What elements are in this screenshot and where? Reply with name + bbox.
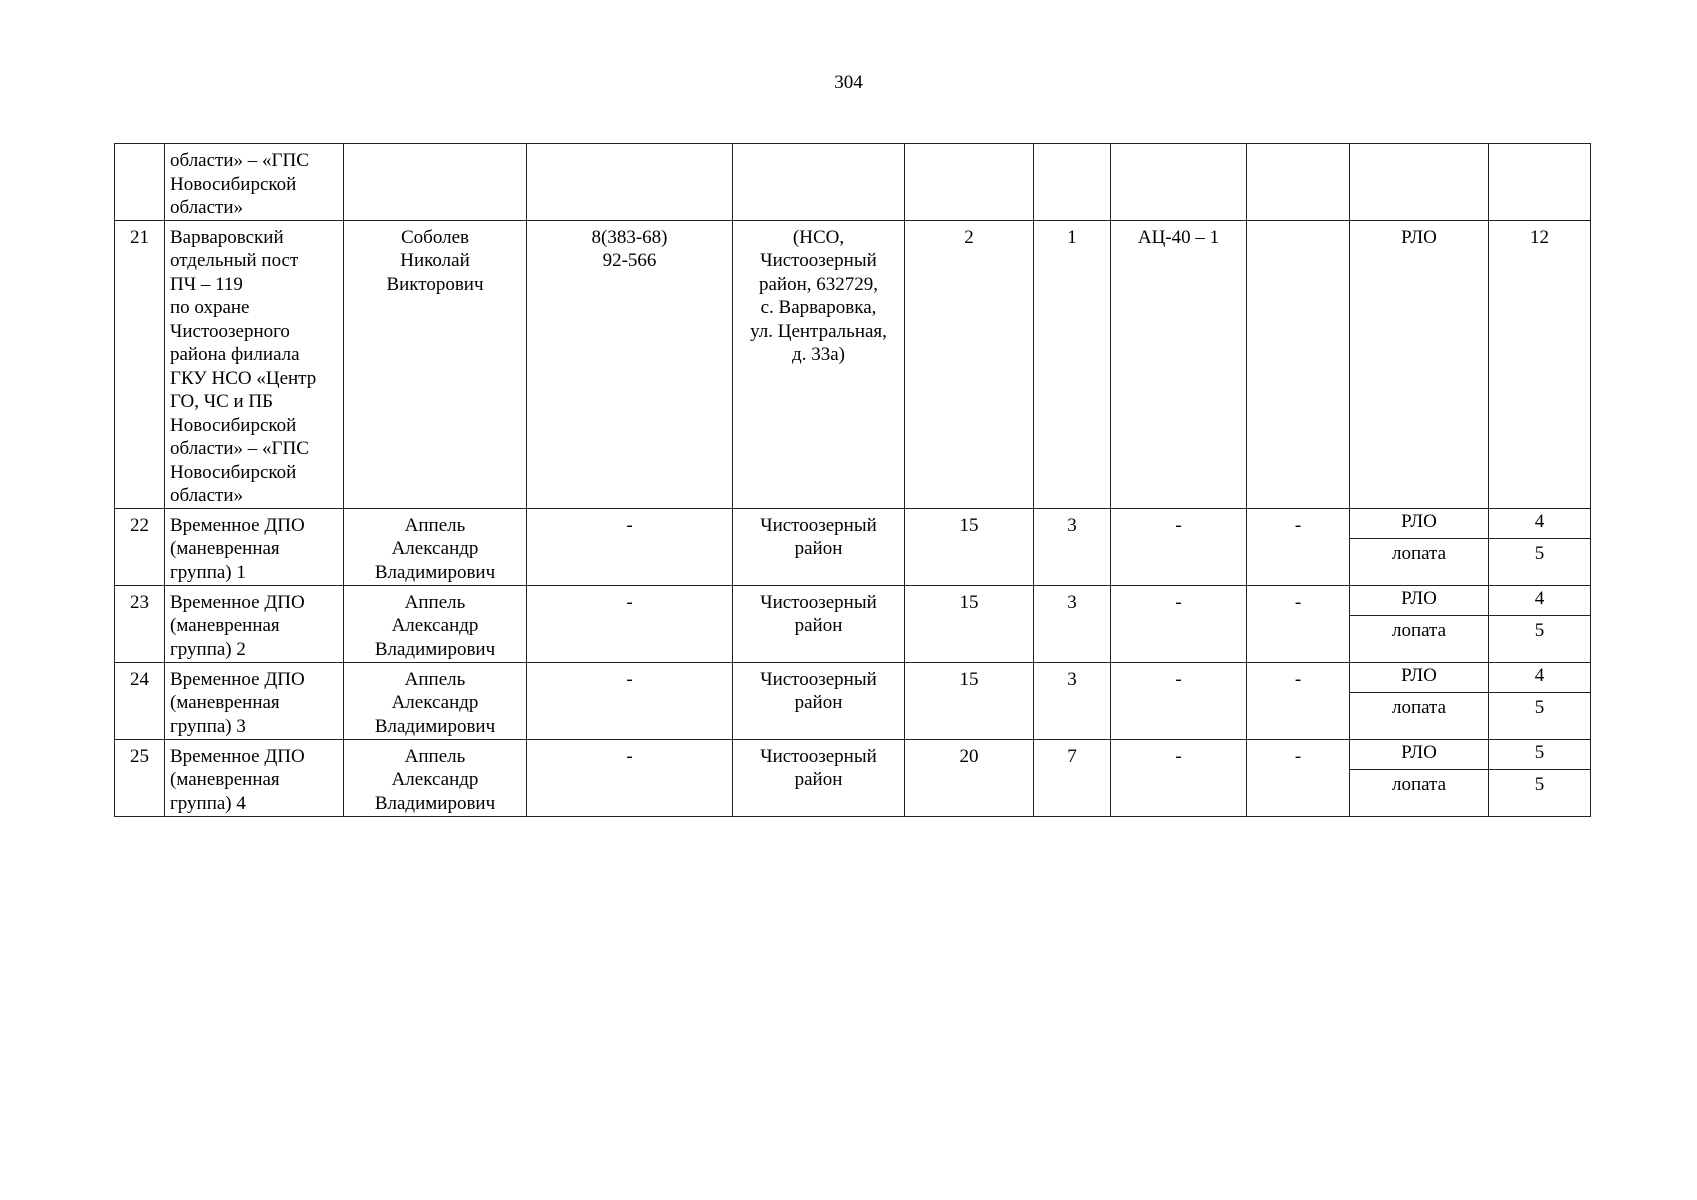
cell-person: Аппель Александр Владимирович [344,662,527,739]
cell-unit-name: Варваровский отдельный пост ПЧ – 119 по охране Чистоозерного района филиала ГКУ НСО «Центр ГО, ЧС и ПБ Новосибирской области» – «ГПС Новосибирской области» [165,220,344,508]
cell-c8: - [1247,662,1350,739]
cell-num: 21 [115,220,165,508]
equipment-item: лопата [1391,619,1447,641]
quantity-item: 5 [1489,740,1590,770]
cell-phone [527,144,733,221]
cell-phone: 8(383-68) 92-566 [527,220,733,508]
cell-person [344,144,527,221]
cell-equipment: РЛО [1350,220,1489,508]
cell-address: Чистоозерный район [733,508,905,585]
cell-c7: - [1111,662,1247,739]
cell-c6: 1 [1034,220,1111,508]
quantity-item: 5 [1534,542,1545,564]
cell-person: Соболев Николай Викторович [344,220,527,508]
cell-unit-name: Временное ДПО (маневренная группа) 4 [165,739,344,816]
units-table [114,143,1591,817]
cell-c8: - [1247,585,1350,662]
cell-c5: 20 [905,739,1034,816]
cell-phone: - [527,662,733,739]
equipment-item: лопата [1391,542,1447,564]
cell-c6: 3 [1034,508,1111,585]
cell-unit-name: Временное ДПО (маневренная группа) 3 [165,662,344,739]
cell-c5: 15 [905,662,1034,739]
cell-c7: - [1111,739,1247,816]
cell-c7: АЦ-40 – 1 [1111,220,1247,508]
equipment-item: РЛО [1350,586,1488,616]
cell-c5 [905,144,1034,221]
cell-c6: 7 [1034,739,1111,816]
cell-c5: 15 [905,585,1034,662]
cell-address: Чистоозерный район [733,662,905,739]
cell-phone: - [527,739,733,816]
cell-equipment [1350,662,1489,739]
cell-c8 [1247,144,1350,221]
cell-c8 [1247,220,1350,508]
table-row-continuation [115,144,1591,221]
cell-equipment [1350,739,1489,816]
equipment-item: лопата [1391,773,1447,795]
cell-quantity [1489,144,1591,221]
table-row-24 [115,662,1591,739]
equipment-item: РЛО [1350,663,1488,693]
cell-address [733,144,905,221]
quantity-item: 4 [1489,509,1590,539]
page-number: 304 [834,72,863,93]
equipment-item: РЛО [1350,509,1488,539]
cell-quantity: 12 [1489,220,1591,508]
quantity-item: 4 [1489,663,1590,693]
cell-num: 22 [115,508,165,585]
cell-num: 23 [115,585,165,662]
equipment-item: РЛО [1350,740,1488,770]
cell-phone: - [527,508,733,585]
cell-c7: - [1111,585,1247,662]
cell-unit-name: области» – «ГПС Новосибирской области» [165,144,344,221]
cell-c8: - [1247,508,1350,585]
cell-equipment [1350,144,1489,221]
cell-c8: - [1247,739,1350,816]
cell-quantity [1489,739,1591,816]
table-row-21 [115,220,1591,508]
cell-quantity [1489,585,1591,662]
cell-unit-name: Временное ДПО (маневренная группа) 2 [165,585,344,662]
quantity-item: 4 [1489,586,1590,616]
cell-address: (НСО, Чистоозерный район, 632729, с. Варваровка, ул. Центральная, д. 33а) [733,220,905,508]
cell-c5: 2 [905,220,1034,508]
cell-quantity [1489,508,1591,585]
cell-num [115,144,165,221]
cell-address: Чистоозерный район [733,585,905,662]
cell-address: Чистоозерный район [733,739,905,816]
cell-phone: - [527,585,733,662]
quantity-item: 5 [1534,619,1545,641]
cell-equipment [1350,585,1489,662]
cell-person: Аппель Александр Владимирович [344,508,527,585]
quantity-item: 5 [1534,696,1545,718]
cell-num: 24 [115,662,165,739]
cell-person: Аппель Александр Владимирович [344,739,527,816]
cell-c7 [1111,144,1247,221]
cell-c6: 3 [1034,662,1111,739]
cell-c7: - [1111,508,1247,585]
quantity-item: 5 [1534,773,1545,795]
table-row-25 [115,739,1591,816]
table-row-22 [115,508,1591,585]
cell-person: Аппель Александр Владимирович [344,585,527,662]
cell-c6: 3 [1034,585,1111,662]
cell-num: 25 [115,739,165,816]
cell-quantity [1489,662,1591,739]
cell-c5: 15 [905,508,1034,585]
equipment-item: лопата [1391,696,1447,718]
cell-c6 [1034,144,1111,221]
cell-equipment [1350,508,1489,585]
cell-unit-name: Временное ДПО (маневренная группа) 1 [165,508,344,585]
table-row-23 [115,585,1591,662]
